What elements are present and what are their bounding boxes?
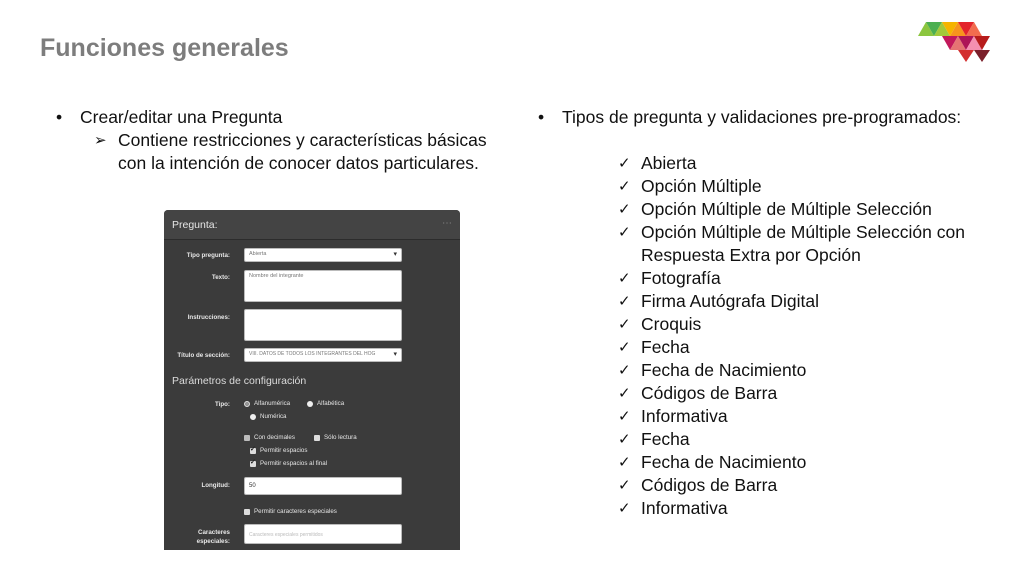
- titulo-seccion-value: VIII. DATOS DE TODOS LOS INTEGRANTES DEL HOG: [249, 351, 376, 357]
- checkbox-off-icon: [244, 435, 250, 441]
- checkbox-especiales[interactable]: [244, 508, 337, 515]
- list-item: [618, 267, 978, 290]
- caracteres-especiales-placeholder: Caracteres especiales permitidos: [249, 532, 323, 538]
- sub-bullet-contiene: [56, 129, 496, 175]
- radio-off-icon: [307, 401, 313, 407]
- form-header-title: Pregunta:: [172, 219, 218, 231]
- list-item-text: Opción Múltiple de Múltiple Selección: [641, 199, 932, 219]
- checkmark-icon: ✓: [618, 270, 631, 287]
- titulo-seccion-select[interactable]: [244, 348, 402, 362]
- texto-label: Texto:: [211, 274, 230, 281]
- checkbox-especiales-label: Permitir caracteres especiales: [254, 508, 337, 515]
- checkmark-icon: ✓: [618, 362, 631, 379]
- list-item: [618, 336, 978, 359]
- longitud-label: Longitud:: [201, 482, 230, 489]
- radio-alfanumerica-label: Alfanumérica: [254, 400, 291, 407]
- list-item-text: Fecha: [641, 337, 690, 357]
- titulo-seccion-label: Título de sección:: [177, 352, 230, 359]
- checkmark-icon: ✓: [618, 477, 631, 494]
- radio-alfanumerica[interactable]: [244, 400, 290, 407]
- radio-numerica-label: Numérica: [260, 413, 287, 420]
- list-item-text: Fotografía: [641, 268, 721, 288]
- checkmark-icon: ✓: [618, 431, 631, 448]
- list-item: [618, 405, 978, 428]
- instrucciones-label: Instrucciones:: [187, 314, 230, 321]
- list-item-text: Opción Múltiple de Múltiple Selección con Respuesta Extra por Opción: [641, 222, 965, 265]
- bullet-dot-icon: •: [56, 107, 63, 127]
- texto-value: Nombre del integrante: [249, 273, 304, 279]
- checkmark-icon: ✓: [618, 454, 631, 471]
- tipo-pregunta-select[interactable]: [244, 248, 402, 262]
- list-item: [618, 451, 978, 474]
- list-item-text: Fecha de Nacimiento: [641, 452, 807, 472]
- checkmark-icon: ✓: [618, 201, 631, 218]
- longitud-input[interactable]: [244, 477, 402, 495]
- question-types-list: [538, 152, 978, 520]
- list-item-text: Informativa: [641, 406, 728, 426]
- bullet-tipos-pregunta: [538, 106, 978, 129]
- caracteres-especiales-input[interactable]: [244, 524, 402, 544]
- checkbox-decimales-label: Con decimales: [254, 434, 295, 441]
- checkbox-off-icon: [314, 435, 320, 441]
- list-item-text: Firma Autógrafa Digital: [641, 291, 819, 311]
- bullet-text: Crear/editar una Pregunta: [80, 107, 283, 127]
- list-item-text: Informativa: [641, 498, 728, 518]
- logo-triangles-icon: [914, 14, 994, 64]
- bullet-crear-editar: [56, 106, 496, 129]
- instrucciones-textarea[interactable]: [244, 309, 402, 341]
- list-item: [618, 198, 978, 221]
- config-section-title: Parámetros de configuración: [172, 375, 307, 387]
- list-item-text: Códigos de Barra: [641, 475, 778, 495]
- checkmark-icon: ✓: [618, 293, 631, 310]
- list-item: [618, 359, 978, 382]
- checkmark-icon: ✓: [618, 316, 631, 333]
- checkmark-icon: ✓: [618, 408, 631, 425]
- list-item-text: Códigos de Barra: [641, 383, 778, 403]
- arrow-bullet-icon: ➢: [94, 132, 107, 149]
- checkbox-solo-lectura[interactable]: [314, 434, 357, 441]
- right-column: [538, 106, 978, 520]
- checkbox-solo-lectura-label: Sólo lectura: [324, 434, 357, 441]
- checkmark-icon: ✓: [618, 500, 631, 517]
- slide-title: Funciones generales: [40, 34, 289, 62]
- tipo-pregunta-label: Tipo pregunta:: [186, 252, 230, 259]
- checkmark-icon: ✓: [618, 178, 631, 195]
- list-item: [618, 382, 978, 405]
- list-item: [618, 175, 978, 198]
- checkmark-icon: ✓: [618, 339, 631, 356]
- list-item-text: Fecha de Nacimiento: [641, 360, 807, 380]
- checkbox-espacios-final-label: Permitir espacios al final: [260, 460, 328, 467]
- checkbox-espacios[interactable]: [250, 447, 307, 454]
- radio-numerica[interactable]: [250, 413, 286, 420]
- sub-bullet-text: Contiene restricciones y características básicas con la intención de conocer datos particulares.: [118, 130, 487, 173]
- checkbox-espacios-label: Permitir espacios: [260, 447, 308, 454]
- list-item: [618, 428, 978, 451]
- checkbox-on-icon: [250, 461, 256, 467]
- radio-on-icon: [244, 401, 250, 407]
- list-item: [618, 221, 978, 267]
- tipo-pregunta-value: Abierta: [249, 251, 267, 257]
- longitud-value: 50: [249, 483, 256, 489]
- list-item: [618, 474, 978, 497]
- list-item: [618, 497, 978, 520]
- checkmark-icon: ✓: [618, 155, 631, 172]
- radio-off-icon: [250, 414, 256, 420]
- radio-alfabetica-label: Alfabética: [317, 400, 345, 407]
- caracteres-especiales-label: Caracteres especiales:: [196, 529, 230, 545]
- checkbox-espacios-final[interactable]: [250, 460, 327, 467]
- list-item-text: Croquis: [641, 314, 702, 334]
- question-form-screenshot: [164, 210, 460, 550]
- list-item: [618, 290, 978, 313]
- bullet-dot-icon: •: [538, 107, 545, 127]
- collapse-icon[interactable]: ⋯: [442, 218, 452, 229]
- list-item: [618, 152, 978, 175]
- form-header: [164, 210, 460, 240]
- radio-alfabetica[interactable]: [307, 400, 344, 407]
- checkmark-icon: ✓: [618, 224, 631, 241]
- texto-textarea[interactable]: [244, 270, 402, 302]
- bullet-text: Tipos de pregunta y validaciones pre-programados:: [562, 107, 962, 127]
- list-item-text: Opción Múltiple: [641, 176, 762, 196]
- checkmark-icon: ✓: [618, 385, 631, 402]
- list-item: [618, 313, 978, 336]
- tipo-label: Tipo:: [214, 401, 230, 408]
- left-column: [56, 106, 496, 175]
- checkbox-on-icon: [250, 448, 256, 454]
- checkbox-decimales[interactable]: [244, 434, 295, 441]
- list-item-text: Abierta: [641, 153, 697, 173]
- list-item-text: Fecha: [641, 429, 690, 449]
- checkbox-off-icon: [244, 509, 250, 515]
